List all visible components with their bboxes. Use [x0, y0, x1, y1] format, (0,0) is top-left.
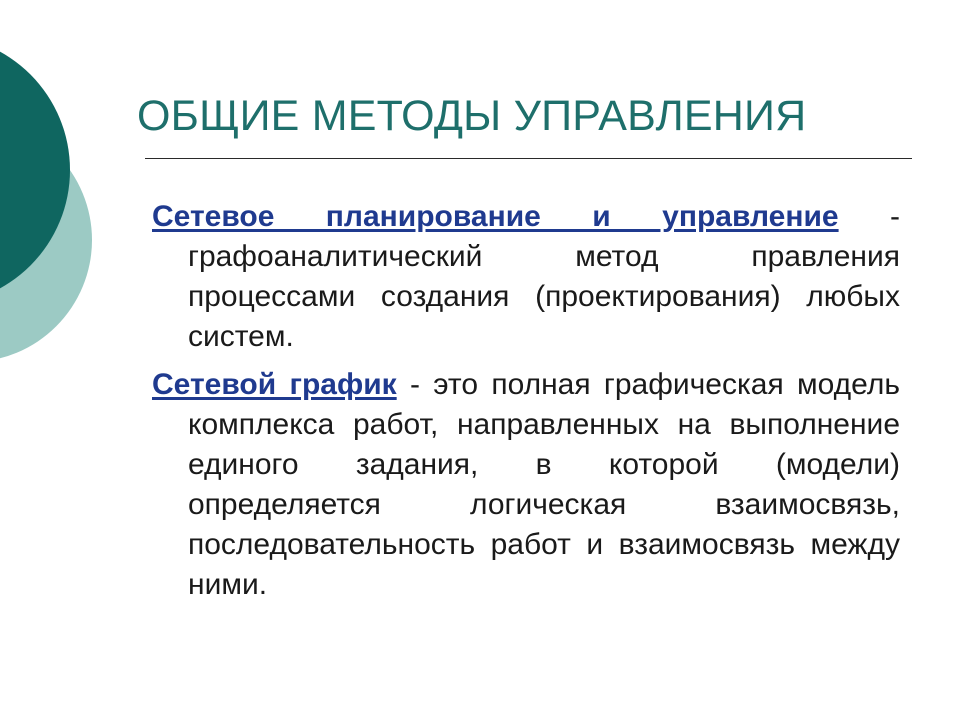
term-network-planning[interactable]: Сетевое планирование и управление: [152, 200, 839, 233]
slide-title: ОБЩИЕ МЕТОДЫ УПРАВЛЕНИЯ: [137, 92, 807, 140]
term-network-graph[interactable]: Сетевой график: [152, 368, 397, 401]
definition-network-graph: [152, 365, 900, 605]
slide-content: [152, 197, 900, 613]
title-divider: [145, 158, 912, 159]
definition-network-planning-text: - графоаналитический метод правления процессами создания (проектирования) любых систем.: [188, 200, 901, 353]
definition-network-planning: [152, 197, 900, 357]
definition-network-graph-text: - это полная графическая модель комплекса работ, направленных на выполнение единого задания, в которой (модели) определяется логическая взаимосвязь, последовательность работ и взаимосвязь между ними.: [188, 368, 900, 601]
